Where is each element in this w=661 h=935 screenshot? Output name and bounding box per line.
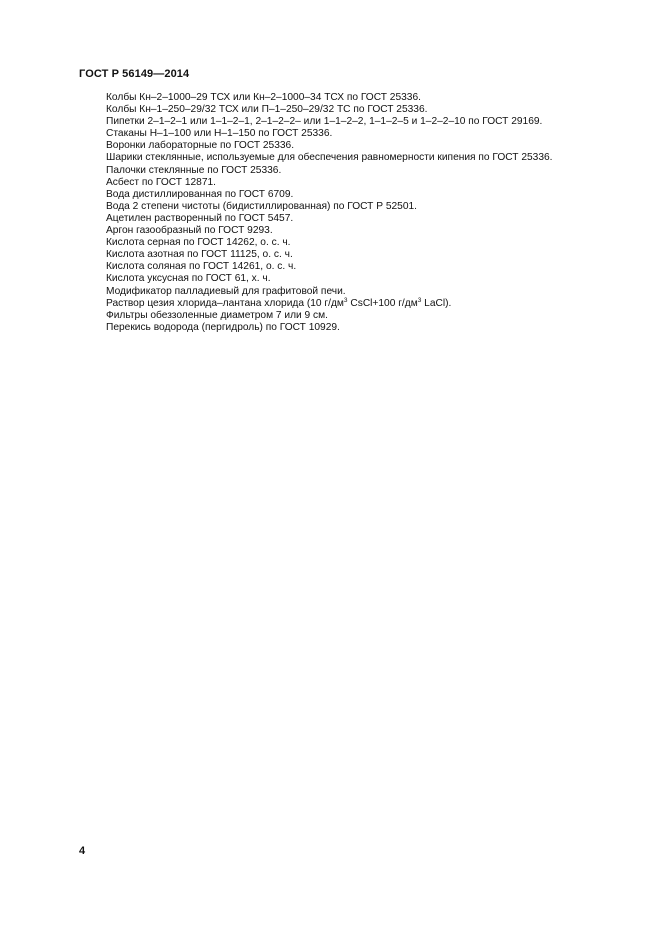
equipment-reagents-list: [106, 92, 626, 334]
list-item: Колбы Кн–2–1000–29 ТСХ или Кн–2–1000–34 ТСХ по ГОСТ 25336.: [106, 92, 421, 103]
page-number: 4: [79, 845, 86, 857]
list-item: Перекись водорода (пергидроль) по ГОСТ 10929.: [106, 321, 340, 333]
list-item: Вода дистиллированная по ГОСТ 6709.: [106, 188, 294, 200]
list-item: Кислота уксусная по ГОСТ 61, х. ч.: [106, 273, 271, 285]
list-item-solution: [106, 298, 626, 310]
solution-text-part1: Раствор цезия хлорида–лантана хлорида (10 г/дм: [106, 297, 344, 309]
superscript-3: 3: [417, 296, 422, 304]
list-item: Кислота азотная по ГОСТ 11125, о. с. ч.: [106, 249, 293, 261]
list-item: Вода 2 степени чистоты (бидистиллированная) по ГОСТ Р 52501.: [106, 200, 417, 212]
list-item: Воронки лабораторные по ГОСТ 25336.: [106, 140, 295, 152]
list-item: Аргон газообразный по ГОСТ 9293.: [106, 225, 273, 237]
standard-header: ГОСТ Р 56149—2014: [79, 68, 190, 80]
solution-text-part3: LaCl).: [421, 297, 452, 309]
superscript-3: 3: [343, 296, 348, 304]
list-item: Пипетки 2–1–2–1 или 1–1–2–1, 2–1–2–2– или 1–1–2–2, 1–1–2–5 и 1–2–2–10 по ГОСТ 29169.: [106, 116, 543, 128]
list-item: Кислота соляная по ГОСТ 14261, о. с. ч.: [106, 261, 297, 273]
list-item: Шарики стеклянные, используемые для обеспечения равномерности кипения по ГОСТ 25336.: [106, 152, 553, 164]
list-item: Стаканы Н–1–100 или Н–1–150 по ГОСТ 25336.: [106, 128, 333, 140]
list-item: Модификатор палладиевый для графитовой печи.: [106, 285, 346, 297]
solution-text-part2: CsCl+100 г/дм: [347, 297, 418, 309]
list-item: Асбест по ГОСТ 12871.: [106, 176, 216, 188]
list-item: Кислота серная по ГОСТ 14262, о. с. ч.: [106, 237, 291, 249]
list-item: Колбы Кн–1–250–29/32 ТСХ или П–1–250–29/32 ТС по ГОСТ 25336.: [106, 104, 428, 116]
list-item: Фильтры обеззоленные диаметром 7 или 9 см.: [106, 309, 328, 321]
list-item: Палочки стеклянные по ГОСТ 25336.: [106, 164, 282, 176]
list-item: Ацетилен растворенный по ГОСТ 5457.: [106, 212, 294, 224]
